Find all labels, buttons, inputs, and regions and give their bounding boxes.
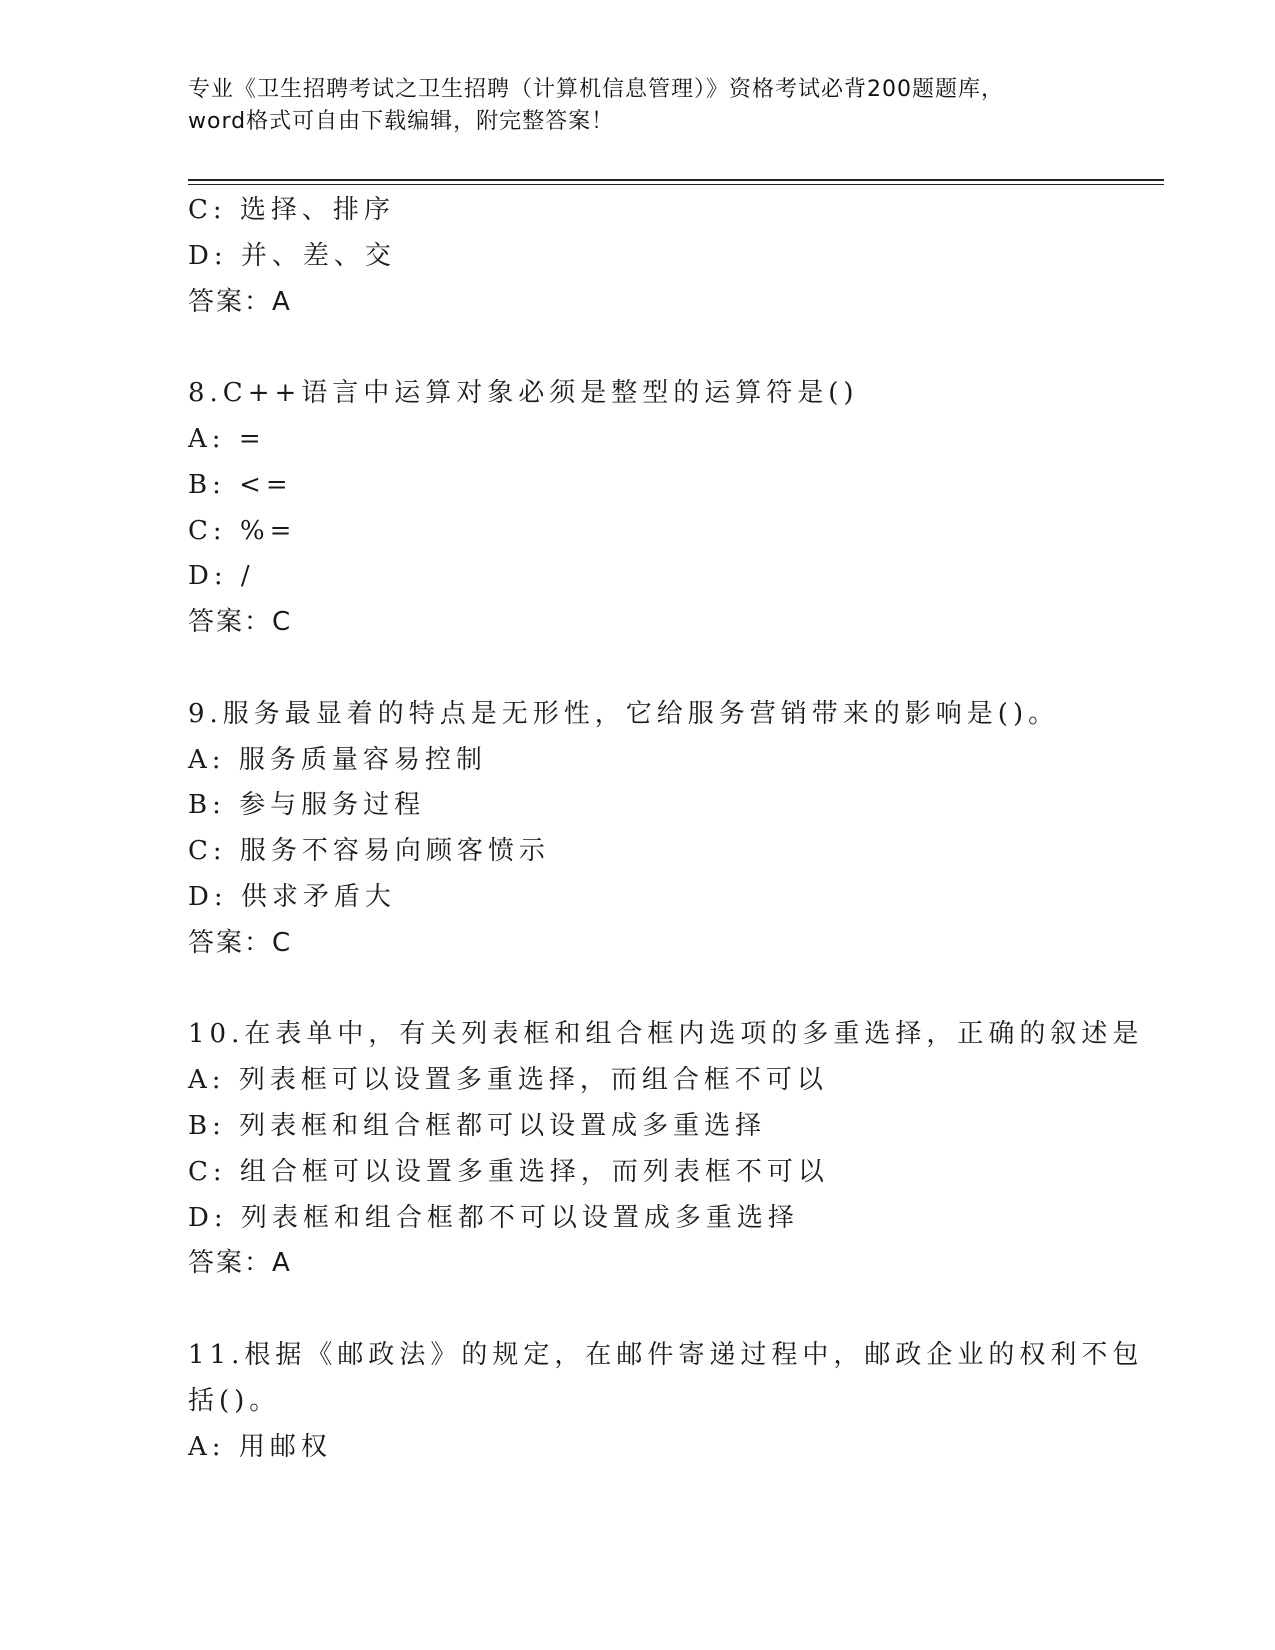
option-b: [188, 463, 1088, 509]
answer-line: 答案：C: [188, 607, 293, 638]
option-label: C:: [188, 195, 227, 225]
option-text: 用邮权: [238, 1431, 332, 1462]
header-divider-thick: [188, 179, 1164, 181]
question-stem-continued: 括()。: [188, 1385, 281, 1416]
option-label: C:: [188, 836, 227, 867]
answer-line: 答案：A: [188, 286, 292, 317]
option-label: D:: [188, 240, 228, 271]
question-stem: 11.根据《邮政法》的规定，在邮件寄递过程中，邮政企业的权利不包: [188, 1339, 1144, 1370]
header-line-1: 专业《卫生招聘考试之卫生招聘（计算机信息管理）》资格考试必背200题题库，: [188, 77, 1004, 102]
option-label: C:: [188, 1156, 227, 1187]
option-c: [188, 829, 1088, 875]
option-label: B:: [188, 469, 226, 500]
spacer: [188, 967, 1088, 1013]
option-text: /: [240, 561, 255, 592]
option-d: [188, 875, 1088, 921]
spacer: [188, 325, 1088, 371]
question-list: [188, 188, 1144, 1470]
option-d: [188, 554, 1088, 600]
option-c: [188, 1150, 1088, 1196]
document-header: [188, 74, 1088, 138]
option-c: [188, 188, 1088, 234]
answer-line: 答案：C: [188, 927, 293, 958]
option-b: [188, 783, 1088, 829]
option-label: C:: [188, 515, 227, 546]
option-text: %=: [239, 515, 297, 546]
option-label: D:: [188, 1202, 228, 1233]
option-label: D:: [188, 561, 228, 592]
spacer: [188, 1287, 1088, 1333]
option-label: A:: [188, 423, 226, 454]
option-label: D:: [188, 881, 228, 912]
option-d: [188, 1196, 1088, 1242]
option-text: 列表框和组合框都可以设置成多重选择: [239, 1110, 767, 1141]
option-label: A:: [188, 1065, 226, 1096]
option-text: =: [238, 423, 266, 454]
option-label: B:: [188, 790, 226, 821]
option-text: 列表框和组合框都不可以设置成多重选择: [240, 1202, 799, 1233]
option-text: 供求矛盾大: [240, 881, 396, 912]
spacer: [188, 646, 1088, 692]
option-text: 服务不容易向顾客愤示: [239, 836, 550, 867]
question-stem: 10.在表单中，有关列表框和组合框内选项的多重选择，正确的叙述是: [188, 1019, 1144, 1050]
option-b: [188, 1104, 1088, 1150]
option-a: [188, 417, 1088, 463]
header-line-2: word格式可自由下载编辑，附完整答案！: [188, 109, 615, 134]
option-label: A:: [188, 744, 226, 775]
option-text: 参与服务过程: [239, 790, 426, 821]
option-text: <=: [239, 469, 293, 500]
option-a: [188, 738, 1088, 784]
question-stem: 8.C++语言中运算对象必须是整型的运算符是(): [188, 378, 859, 409]
option-label: A:: [188, 1431, 226, 1462]
question-stem: 9.服务最显着的特点是无形性，它给服务营销带来的影响是()。: [188, 698, 1060, 729]
option-a: [188, 1058, 1088, 1104]
answer-line: 答案：A: [188, 1248, 292, 1279]
option-text: 组合框可以设置多重选择，而列表框不可以: [239, 1156, 829, 1187]
option-d: [188, 234, 1088, 280]
option-a: [188, 1425, 1088, 1471]
option-text: 并、差、交: [240, 240, 396, 271]
option-text: 服务质量容易控制: [238, 744, 487, 775]
header-divider-thin: [188, 184, 1164, 185]
option-text: 列表框可以设置多重选择，而组合框不可以: [238, 1065, 828, 1096]
option-label: B:: [188, 1110, 226, 1141]
option-c: [188, 509, 1088, 555]
option-text: 选择、排序: [239, 195, 395, 225]
